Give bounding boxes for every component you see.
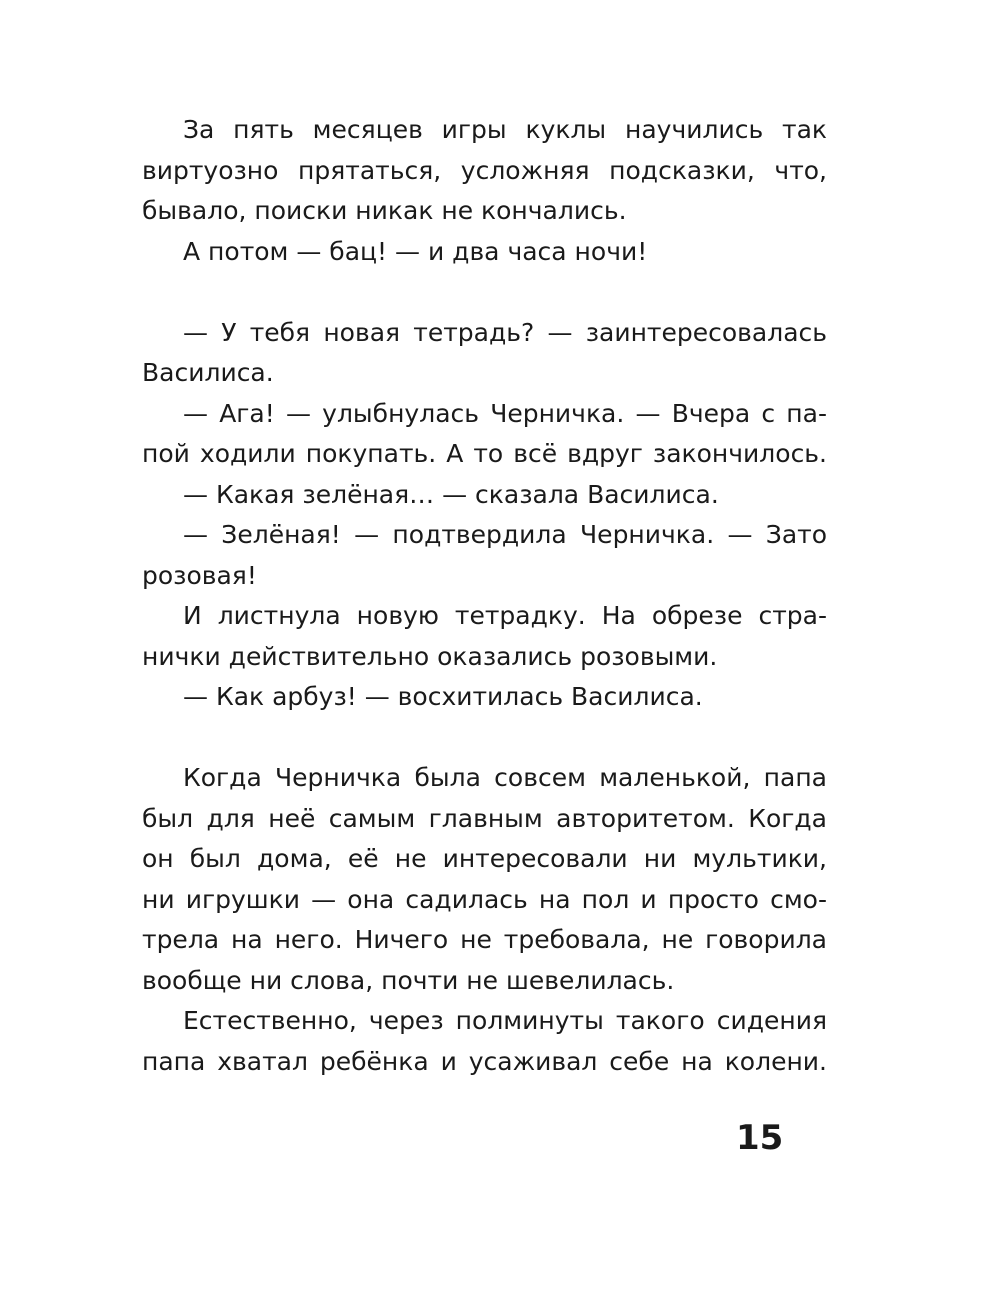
section-break bbox=[142, 272, 827, 313]
text-line: пой ходили покупать. А то всё вдруг закончилось. bbox=[142, 439, 827, 468]
text-line: — Ага! — улыбнулась Черничка. — Вчера с па- bbox=[183, 398, 827, 428]
text-line: Естественно, через полминуты такого сидения bbox=[183, 1006, 827, 1035]
paragraph bbox=[142, 232, 827, 273]
text-line: бывало, поиски никак не кончались. bbox=[142, 196, 627, 225]
text-line: был для неё самым главным авторитетом. Когда bbox=[142, 803, 827, 833]
section-break bbox=[142, 718, 827, 759]
page-number: 15 bbox=[736, 1118, 784, 1158]
text-line: Василиса. bbox=[142, 358, 274, 387]
paragraph bbox=[142, 758, 827, 1001]
text-line: За пять месяцев игры куклы научились так bbox=[183, 115, 827, 144]
text-line: розовая! bbox=[142, 560, 257, 590]
paragraph bbox=[142, 596, 827, 677]
dialogue-paragraph bbox=[142, 677, 827, 718]
dialogue-paragraph bbox=[142, 515, 827, 596]
page-text bbox=[142, 110, 827, 1082]
text-line: папа хватал ребёнка и усаживал себе на колени. bbox=[142, 1046, 827, 1076]
text-line: трела на него. Ничего не требовала, не говорила bbox=[142, 925, 827, 954]
paragraph bbox=[142, 1001, 827, 1082]
dialogue-paragraph bbox=[142, 475, 827, 516]
text-line: вообще ни слова, почти не шевелилась. bbox=[142, 965, 675, 995]
text-line: А потом — бац! — и два часа ночи! bbox=[183, 236, 648, 266]
text-line: И листнула новую тетрадку. На обрезе стра- bbox=[183, 601, 827, 630]
text-line: — Как арбуз! — восхитилась Василиса. bbox=[183, 682, 703, 711]
text-line: он был дома, её не интересовали ни мультики, bbox=[142, 844, 827, 873]
text-line: Когда Черничка была совсем маленькой, папа bbox=[183, 763, 827, 792]
paragraph bbox=[142, 110, 827, 232]
text-line: — Какая зелёная… — сказала Василиса. bbox=[183, 479, 719, 509]
dialogue-paragraph bbox=[142, 313, 827, 394]
text-line: — У тебя новая тетрадь? — заинтересовалась bbox=[183, 317, 827, 347]
text-line: нички действительно оказались розовыми. bbox=[142, 641, 718, 671]
text-line: ни игрушки — она садилась на пол и просто смо- bbox=[142, 884, 827, 914]
text-line: — Зелёная! — подтвердила Черничка. — Зато bbox=[183, 520, 827, 549]
dialogue-paragraph bbox=[142, 394, 827, 475]
text-line: виртуозно прятаться, усложняя подсказки, что, bbox=[142, 155, 827, 185]
